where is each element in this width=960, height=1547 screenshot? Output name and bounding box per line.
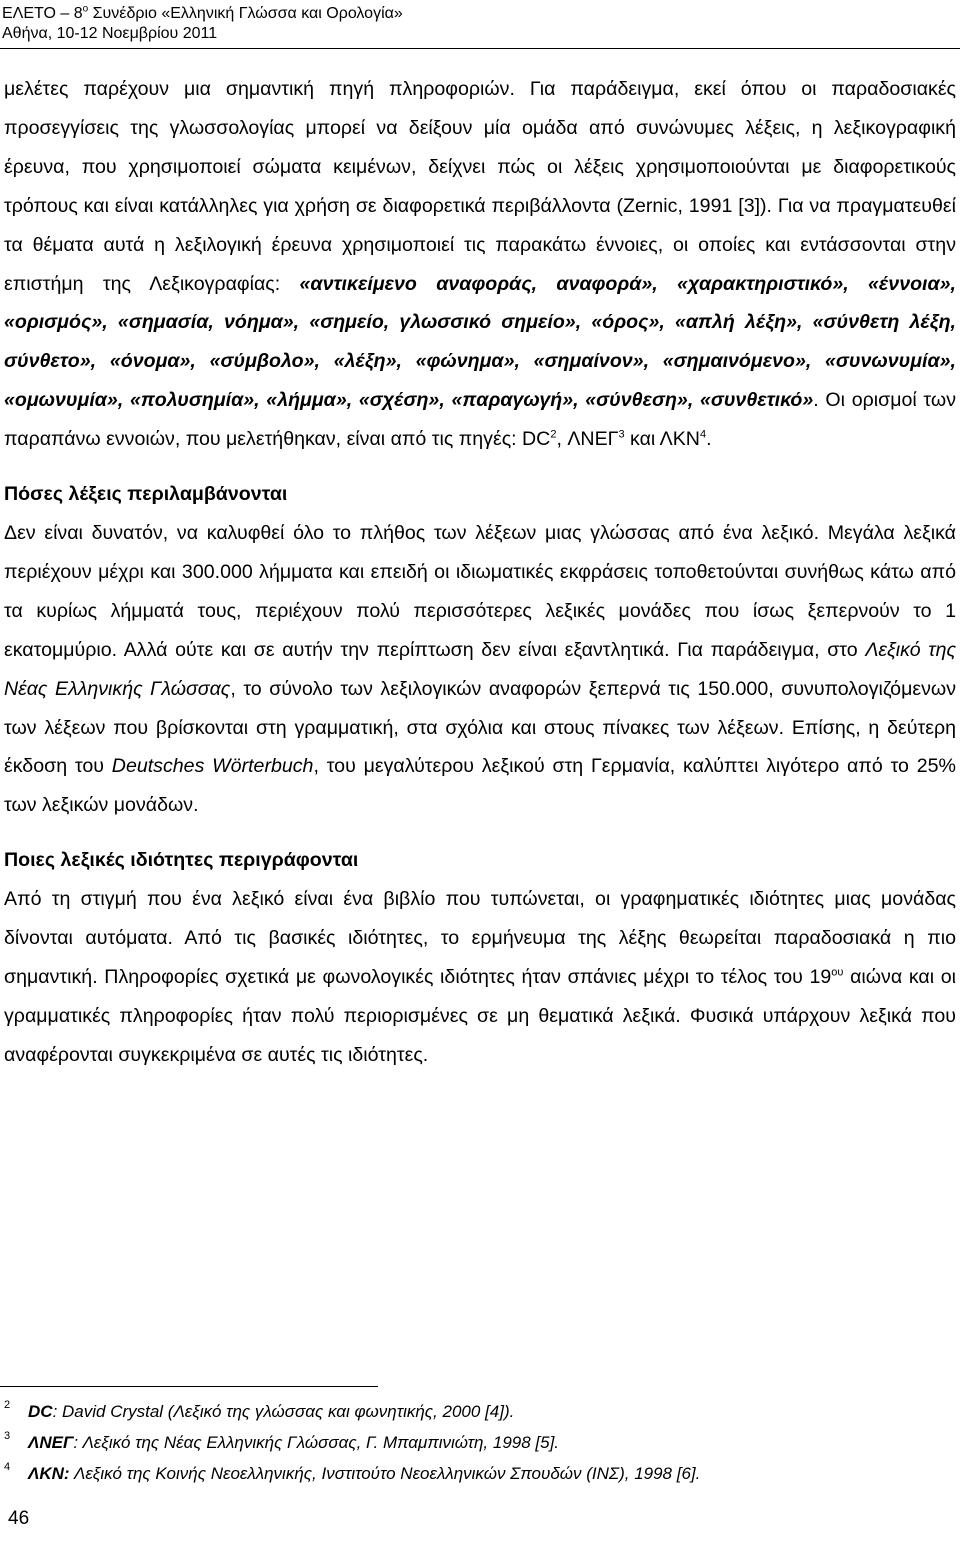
footnote-divider — [0, 1386, 378, 1387]
footnotes — [0, 1396, 900, 1489]
footnote-number: 4 — [4, 1461, 11, 1473]
header-location-date: Αθήνα, 10-12 Νοεμβρίου 2011 — [2, 25, 218, 42]
section-paragraph-properties: Από τη στιγμή που ένα λεξικό είναι ένα βιβλίο που τυπώνεται, οι γραφηματικές ιδιότητες μιας μονάδας δίνονται αυτόματα. Από τις βασικές ιδιότητες, το ερμήνευμα της λέξης θεωρείται παραδοσιακά η πιο σημαντική. Πληροφορίες σχετικά με φωνολογικές ιδιότητες ήταν σπάνιες μέχρι το τέλος του $19^{o\upsilon}$ αιώνα και οι γραμματικές πληροφορίες ήταν πολύ περιορισμένες σε μη θεματικά λεξικά. Φυσικά υπάρχουν λεξικά που αναφέρονται συγκεκριμένα σε αυτές τις ιδιότητες. — [4, 888, 956, 1066]
section-heading-word-count: Πόσες λέξεις περιλαμβάνονται — [4, 483, 288, 506]
header-conference: ΕΛΕΤΟ – $8^o$ Συνέδριο «Ελληνική Γλώσσα και Ορολογία» — [2, 3, 403, 22]
page-number: 46 — [8, 1508, 30, 1529]
page-header — [2, 4, 403, 44]
footnote-item: 3 ΛΝΕΓ: Λεξικό της Νέας Ελληνικής Γλώσσας, Γ. Μπαμπινιώτη, 1998 [5]. — [0, 1427, 900, 1458]
header-divider — [0, 48, 960, 49]
footnote-item: 2 DC: David Crystal (Λεξικό της γλώσσας και φωνητικής, 2000 [4]). — [0, 1396, 900, 1427]
term-list: «αντικείμενο αναφοράς, αναφορά», «χαρακτηριστικό», «έννοια», «ορισμός», «σημασία, νόημα», «σημείο, γλωσσικό σημείο», «όρος», «απλή λέξη», «σύνθετη λέξη, σύνθετο», «όνομα», «σύμβολο», «λέξη», «φώνημα», «σημαίνον», «σημαινόμενο», «συνωνυμία», «ομωνυμία», «πολυσημία», «λήμμα», «σχέση», «παραγωγή», «σύνθεση», «συνθετικό» — [4, 272, 956, 412]
footnote-item: 4 ΛΚΝ: Λεξικό της Κοινής Νεοελληνικής, Ινστιτούτο Νεοελληνικών Σπουδών (ΙΝΣ), 1998 [6]. — [0, 1458, 900, 1489]
intro-paragraph: μελέτες παρέχουν μια σημαντική πηγή πληροφοριών. Για παράδειγμα, εκεί όπου οι παραδοσιακές προσεγγίσεις της γλωσσολογίας μπορεί να δείξουν μία ομάδα από συνώνυμες λέξεις, η λεξικογραφική έρευνα, που χρησιμοποιεί σώματα κειμένων, δείχνει πώς οι λέξεις χρησιμοποιούνται με διαφορετικούς τρόπους και είναι κατάλληλες για χρήση σε διαφορετικά περιβάλλοντα (Zernic, 1991 [3]). Για να πραγματευθεί τα θέματα αυτά η λεξιλογική έρευνα χρησιμοποιεί τις παρακάτω έννοιες, οι οποίες και εντάσσονται στην επιστήμη της Λεξικογραφίας: «αντικείμενο αναφοράς, αναφορά», «χαρακτηριστικό», «έννοια», «ορισμός», «σημασία, νόημα», «σημείο, γλωσσικό σημείο», «όρος», «απλή λέξη», «σύνθετη λέξη, σύνθετο», «όνομα», «σύμβολο», «λέξη», «φώνημα», «σημαίνον», «σημαινόμενο», «συνωνυμία», «ομωνυμία», «πολυσημία», «λήμμα», «σχέση», «παραγωγή», «σύνθεση», «συνθετικό». Οι ορισμοί των παραπάνω εννοιών, που μελετήθηκαν, είναι από τις πηγές: $DC^2$, ΛΝΕΓ$^3$ και ΛΚΝ$^4$. — [4, 78, 956, 451]
footnote-number: 3 — [4, 1430, 11, 1442]
footnote-number: 2 — [4, 1399, 11, 1411]
section-paragraph-word-count: Δεν είναι δυνατόν, να καλυφθεί όλο το πλήθος των λέξεων μιας γλώσσας από ένα λεξικό. Μεγάλα λεξικά περιέχουν μέχρι και 300.000 λήμματα και επειδή οι ιδιωματικές εκφράσεις τοποθετούνται συνήθως κάτω από τα κυρίως λήμματά τους, περιέχουν πολύ περισσότερες λεξικές μονάδες που ίσως ξεπερνούν το 1 εκατομμύριο. Αλλά ούτε και σε αυτήν την περίπτωση δεν είναι εξαντλητικά. Για παράδειγμα, στο Λεξικό της Νέας Ελληνικής Γλώσσας, το σύνολο των λεξιλογικών αναφορών ξεπερνά τις 150.000, συνυπολογιζόμενων των λέξεων που βρίσκονται στη γραμματική, στα σχόλια και στους πίνακες των λέξεων. Επίσης, η δεύτερη έκδοση του Deutsches Wörterbuch, του μεγαλύτερου λεξικού στη Γερμανία, καλύπτει λιγότερο από το 25% των λεξικών μονάδων. — [4, 521, 957, 817]
body-text — [4, 70, 956, 1075]
section-heading-properties: Ποιες λεξικές ιδιότητες περιγράφονται — [4, 849, 359, 872]
